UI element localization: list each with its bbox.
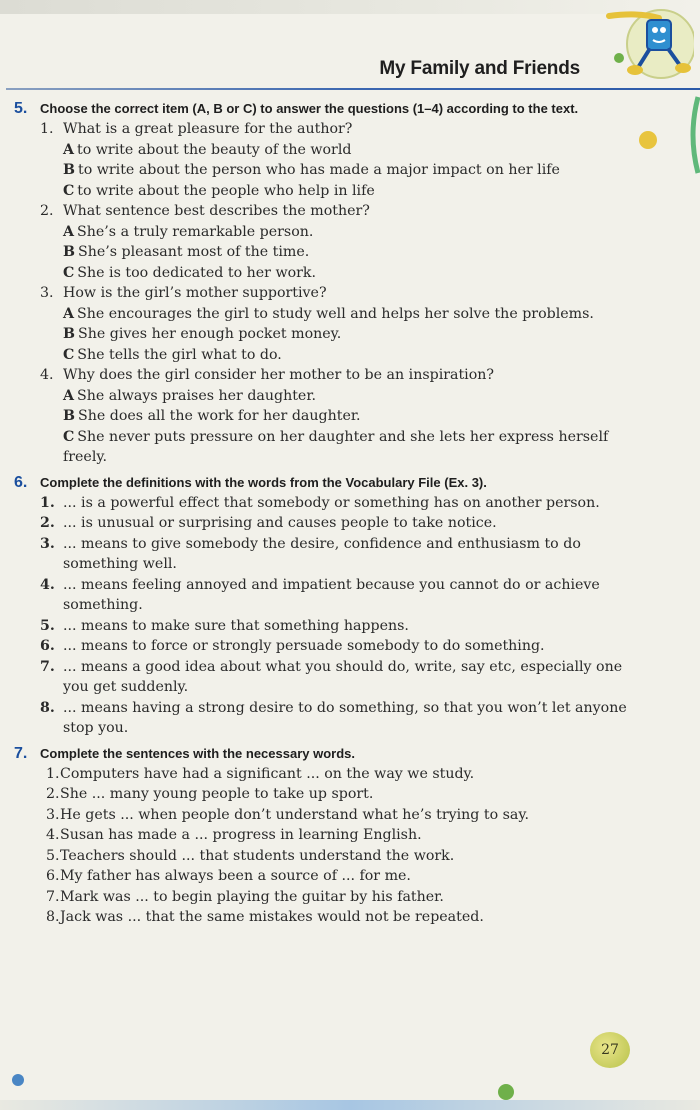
cartoon-book-character-icon: [599, 6, 694, 91]
list-item: 8. ... means having a strong desire to do something, so that you won’t let anyone stop you.: [40, 699, 627, 736]
list-item: 1. Computers have had a significant ... on the way we study.: [46, 765, 475, 782]
unit-title: My Family and Friends: [379, 58, 580, 79]
page-header: [0, 0, 700, 95]
answer-option: B She gives her enough pocket money.: [63, 326, 342, 342]
answer-option: A She always praises her daughter.: [63, 387, 317, 404]
question: 1. What is a great pleasure for the author? A to write about the beauty of the world B to write about the person who has made a major impact on her life C to write about the people who help in life: [40, 119, 644, 201]
exercise-instruction: Complete the definitions with the words from the Vocabulary File (Ex. 3).: [40, 474, 487, 490]
question: 2. What sentence best describes the mother? A She’s a truly remarkable person. B She’s pleasant most of the time. C She is too dedicated to her work.: [40, 201, 644, 283]
exercise-number: 6.: [14, 473, 28, 491]
list-item: 7. Mark was ... to begin playing the guitar by his father.: [46, 888, 444, 905]
list-item: 3. ... means to give somebody the desire, confidence and enthusiasm to do something well.: [40, 535, 581, 572]
list-item: 7. ... means a good idea about what you should do, write, say etc, especially one you get suddenly.: [40, 658, 623, 695]
header-band: [0, 0, 700, 14]
list-item: 4. ... means feeling annoyed and impatient because you cannot do or achieve something.: [40, 576, 600, 613]
decorative-dot-icon: [10, 1072, 26, 1088]
answer-option: B She does all the work for her daughter.: [63, 408, 361, 424]
sentence-list: [46, 764, 644, 928]
list-item: 2. ... is unusual or surprising and causes people to take notice.: [40, 515, 497, 531]
answer-option: B She’s pleasant most of the time.: [63, 244, 310, 260]
header-rule: [6, 88, 700, 90]
exercise-5: [14, 100, 644, 468]
decorative-dot-icon: [496, 1082, 516, 1102]
footer-band: [0, 1100, 700, 1110]
answer-option: A She’s a truly remarkable person.: [63, 223, 314, 240]
exercise-instruction: Choose the correct item (A, B or C) to answer the questions (1–4) according to the text.: [40, 101, 579, 116]
exercise-7: [14, 745, 644, 928]
question: 4. Why does the girl consider her mother to be an inspiration? A She always praises her daughter. B She does all the work for her daughter. C She never puts pressure on her daughter and she lets her express herself freely.: [40, 365, 644, 468]
answer-option: C She never puts pressure on her daughter and she lets her express herself freely.: [63, 428, 609, 465]
list-item: 8. Jack was ... that the same mistakes would not be repeated.: [46, 909, 484, 925]
definition-list: [40, 493, 644, 739]
list-item: 4. Susan has made a ... progress in learning English.: [46, 827, 422, 843]
exercise-number: 7.: [14, 744, 28, 762]
exercise-content: [14, 100, 644, 934]
list-item: 1. ... is a powerful effect that somebody or something has on another person.: [40, 494, 600, 511]
exercise-6: [14, 474, 644, 739]
answer-option: C to write about the people who help in life: [63, 182, 375, 199]
list-item: 6. ... means to force or strongly persuade somebody to do something.: [40, 638, 545, 654]
question-list: [40, 119, 644, 468]
list-item: 3. He gets ... when people don’t understand what he’s trying to say.: [46, 806, 530, 823]
page-number: 27: [590, 1032, 630, 1068]
answer-option: C She tells the girl what to do.: [63, 346, 282, 363]
list-item: 2. She ... many young people to take up sport.: [46, 786, 374, 802]
question: 3. How is the girl’s mother supportive? A She encourages the girl to study well and helps her solve the problems. B She gives her enough pocket money. C She tells the girl what to do.: [40, 283, 644, 365]
exercise-number: 5.: [14, 100, 28, 117]
decorative-swoosh-icon: [686, 95, 700, 175]
answer-option: B to write about the person who has made a major impact on her life: [63, 162, 560, 178]
list-item: 5. ... means to make sure that something happens.: [40, 617, 409, 634]
answer-option: A to write about the beauty of the world: [63, 141, 352, 158]
list-item: 5. Teachers should ... that students understand the work.: [46, 847, 455, 864]
list-item: 6. My father has always been a source of ... for me.: [46, 868, 411, 884]
exercise-instruction: Complete the sentences with the necessary words.: [40, 745, 355, 761]
answer-option: C She is too dedicated to her work.: [63, 264, 317, 281]
answer-option: A She encourages the girl to study well and helps her solve the problems.: [63, 305, 594, 322]
